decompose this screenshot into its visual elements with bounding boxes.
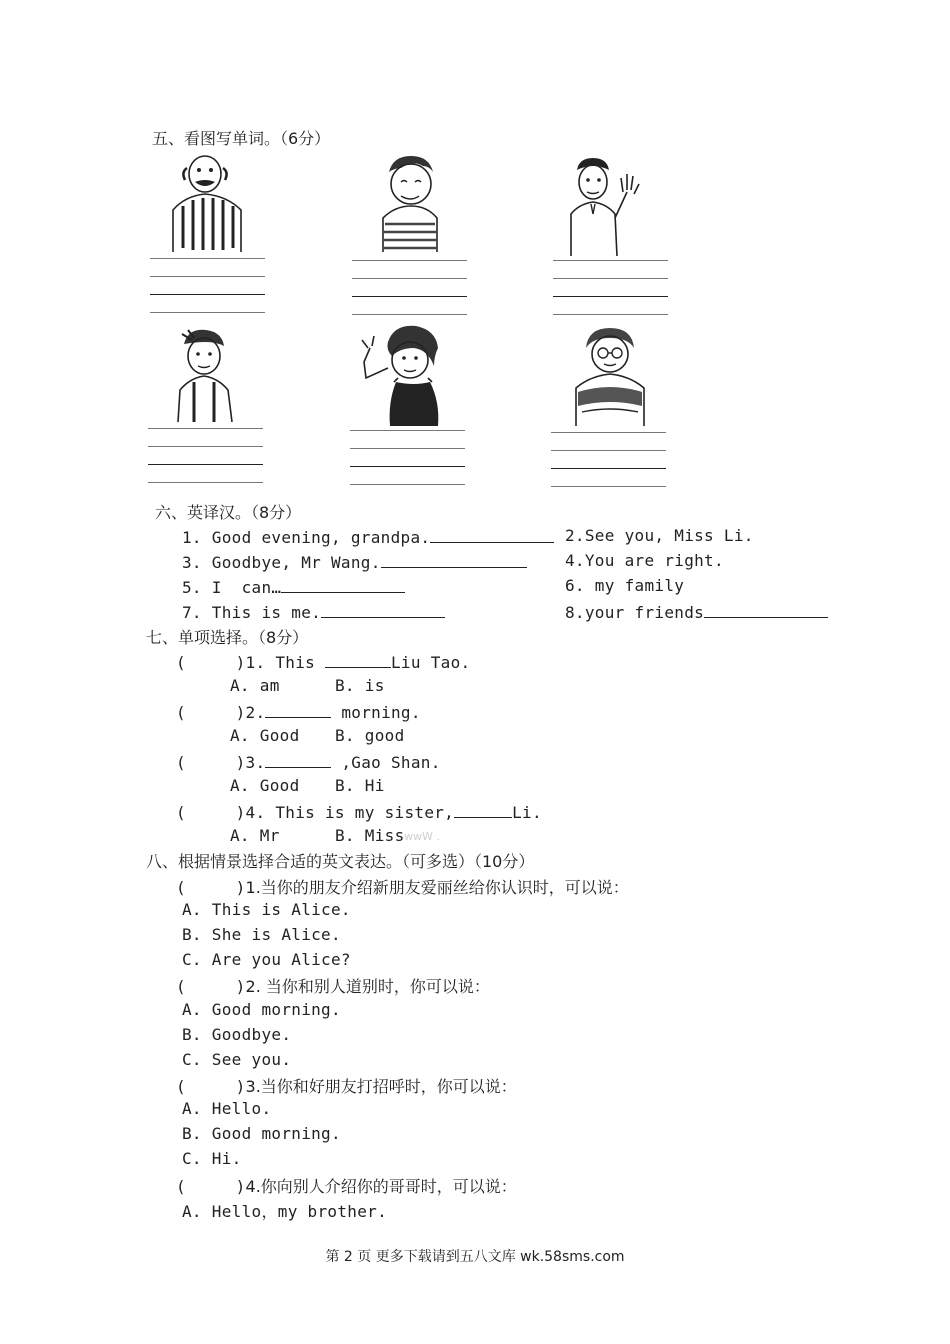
translate-item-6: 6. my family (565, 576, 685, 595)
scenario-question-4: ( )4.你向别人介绍你的哥哥时，可以说： (176, 1177, 517, 1196)
answer-paren[interactable]: ( ) (176, 653, 246, 672)
choice-option-a: A. am (230, 676, 280, 695)
scenario-option: B. Goodbye. (182, 1025, 292, 1044)
grandma-drawing-icon (570, 326, 650, 426)
scenario-question-2: ( )2. 当你和别人道别时，你可以说： (176, 977, 490, 996)
answer-blank[interactable] (321, 601, 445, 618)
answer-blank (265, 751, 331, 768)
choice-question-1: ( )1. This Liu Tao. (176, 653, 471, 672)
choice-option-a: A. Good (230, 726, 300, 745)
grandpa-drawing-icon (165, 152, 250, 252)
translate-item-2: 2.See you, Miss Li. (565, 526, 754, 545)
scenario-option: A. Good morning. (182, 1000, 341, 1019)
choice-question-2: ( )2. morning. (176, 703, 421, 722)
answer-paren[interactable]: ( ) (176, 1177, 246, 1196)
choice-option-b: B. good (335, 726, 405, 745)
answer-blank (325, 651, 391, 668)
choice-option-b: B. Miss (335, 826, 405, 845)
answer-blank (454, 801, 512, 818)
girl-drawing-icon (170, 326, 240, 422)
answer-paren[interactable]: ( ) (176, 803, 246, 822)
translate-item-7: 7. This is me. (182, 601, 445, 622)
choice-question-3: ( )3. ,Gao Shan. (176, 753, 441, 772)
translate-item-4: 4.You are right. (565, 551, 724, 570)
choice-option-b: B. is (335, 676, 385, 695)
man-waving-drawing-icon (565, 156, 645, 256)
scenario-option: B. She is Alice. (182, 925, 341, 944)
scenario-question-3: ( )3.当你和好朋友打招呼时，你可以说： (176, 1077, 517, 1096)
section6-title: 六、英译汉。（8分） (155, 503, 302, 522)
answer-paren[interactable]: ( ) (176, 703, 246, 722)
choice-option-b: B. Hi (335, 776, 385, 795)
choice-question-4: ( )4. This is my sister, Li. (176, 803, 542, 822)
section8-title: 八、根据情景选择合适的英文表达。（可多选）（10分） (146, 852, 535, 871)
answer-blank[interactable] (704, 601, 828, 618)
answer-blank[interactable] (381, 551, 527, 568)
scenario-option: A. This is Alice. (182, 900, 351, 919)
section7-title: 七、单项选择。（8分） (146, 628, 309, 647)
section5-title: 五、看图写单词。（6分） (152, 129, 331, 148)
translate-item-1: 1. Good evening, grandpa. (182, 526, 554, 547)
scenario-question-1: ( )1.当你的朋友介绍新朋友爱丽丝给你认识时，可以说： (176, 878, 629, 897)
answer-paren[interactable]: ( ) (176, 878, 246, 897)
scenario-option: A. Hello，my brother. (182, 1202, 388, 1221)
translate-item-8: 8.your friends (565, 601, 828, 622)
girl-waving-drawing-icon (358, 322, 453, 426)
translate-item-5: 5. I can… (182, 576, 405, 597)
answer-paren[interactable]: ( ) (176, 753, 246, 772)
boy-drawing-icon (375, 152, 445, 252)
scenario-option: C. Are you Alice? (182, 950, 351, 969)
answer-blank[interactable] (430, 526, 554, 543)
answer-paren[interactable]: ( ) (176, 977, 246, 996)
translate-item-3: 3. Goodbye, Mr Wang. (182, 551, 527, 572)
scenario-option: A. Hello. (182, 1099, 272, 1118)
answer-blank[interactable] (281, 576, 405, 593)
choice-option-a: A. Mr (230, 826, 280, 845)
answer-blank (265, 701, 331, 718)
choice-option-a: A. Good (230, 776, 300, 795)
scenario-option: B. Good morning. (182, 1124, 341, 1143)
scenario-option: C. See you. (182, 1050, 292, 1069)
answer-paren[interactable]: ( ) (176, 1077, 246, 1096)
watermark: wwW . (404, 830, 440, 843)
scenario-option: C. Hi. (182, 1149, 242, 1168)
page-footer: 第 2 页 更多下载请到五八文库 wk.58sms.com (325, 1249, 625, 1265)
